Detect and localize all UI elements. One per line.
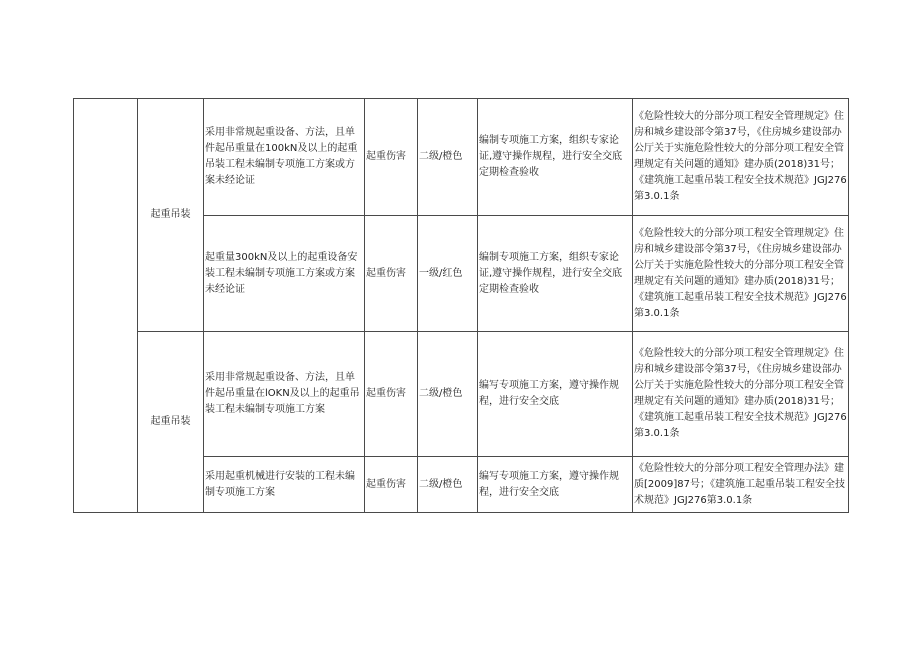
category-cell: 起重吊装 <box>138 332 204 513</box>
measures-cell: 编写专项施工方案，遵守操作规程，进行安全交底 <box>478 457 633 513</box>
measures-cell: 编写专项施工方案，遵守操作规程，进行安全交底 <box>478 332 633 457</box>
description-cell: 采用起重机械进行安装的工程未编制专项施工方案 <box>204 457 365 513</box>
level-cell: 一级/红色 <box>418 216 478 332</box>
empty-index-cell <box>74 99 138 513</box>
hazard-table <box>73 98 849 513</box>
basis-cell: 《危险性较大的分部分项工程安全管理规定》住房和城乡建设部令第37号，《住房城乡建设部办公厅关于实施危险性较大的分部分项工程安全管理规定有关问题的通知》建办质(2018)31号；《建筑施工起重吊装工程安全技术规范》JGJ276第3.0.1条 <box>633 332 849 457</box>
table-row <box>74 99 849 216</box>
level-cell: 二级/橙色 <box>418 457 478 513</box>
hazard-type-cell: 起重伤害 <box>365 457 418 513</box>
level-cell: 二级/橙色 <box>418 99 478 216</box>
category-cell: 起重吊装 <box>138 99 204 332</box>
table-row <box>74 332 849 457</box>
basis-cell: 《危险性较大的分部分项工程安全管理办法》建质[2009]87号；《建筑施工起重吊装工程安全技术规范》JGJ276第3.0.1条 <box>633 457 849 513</box>
description-cell: 采用非常规起重设备、方法，且单件起吊重量在lOKN及以上的起重吊装工程未编制专项施工方案 <box>204 332 365 457</box>
description-cell: 起重量300kN及以上的起重设备安装工程未编制专项施工方案或方案未经论证 <box>204 216 365 332</box>
basis-cell: 《危险性较大的分部分项工程安全管理规定》住房和城乡建设部令第37号，《住房城乡建设部办公厅关于实施危险性较大的分部分项工程安全管理规定有关问题的通知》建办质(2018)31号；《建筑施工起重吊装工程安全技术规范》JGJ276第3.0.1条 <box>633 99 849 216</box>
measures-cell: 编制专项施工方案，组织专家论证,遵守操作规程，进行安全交底定期检查验收 <box>478 216 633 332</box>
basis-cell: 《危险性较大的分部分项工程安全管理规定》住房和城乡建设部令第37号，《住房城乡建设部办公厅关于实施危险性较大的分部分项工程安全管理规定有关问题的通知》建办质(2018)31号；《建筑施工起重吊装工程安全技术规范》JGJ276第3.0.1条 <box>633 216 849 332</box>
hazard-type-cell: 起重伤害 <box>365 216 418 332</box>
hazard-type-cell: 起重伤害 <box>365 332 418 457</box>
measures-cell: 编制专项施工方案，组织专家论证,遵守操作规程，进行安全交底定期检查验收 <box>478 99 633 216</box>
description-cell: 采用非常规起重设备、方法，且单件起吊重量在100kN及以上的起重吊装工程未编制专项施工方案或方案未经论证 <box>204 99 365 216</box>
hazard-type-cell: 起重伤害 <box>365 99 418 216</box>
level-cell: 二级/橙色 <box>418 332 478 457</box>
